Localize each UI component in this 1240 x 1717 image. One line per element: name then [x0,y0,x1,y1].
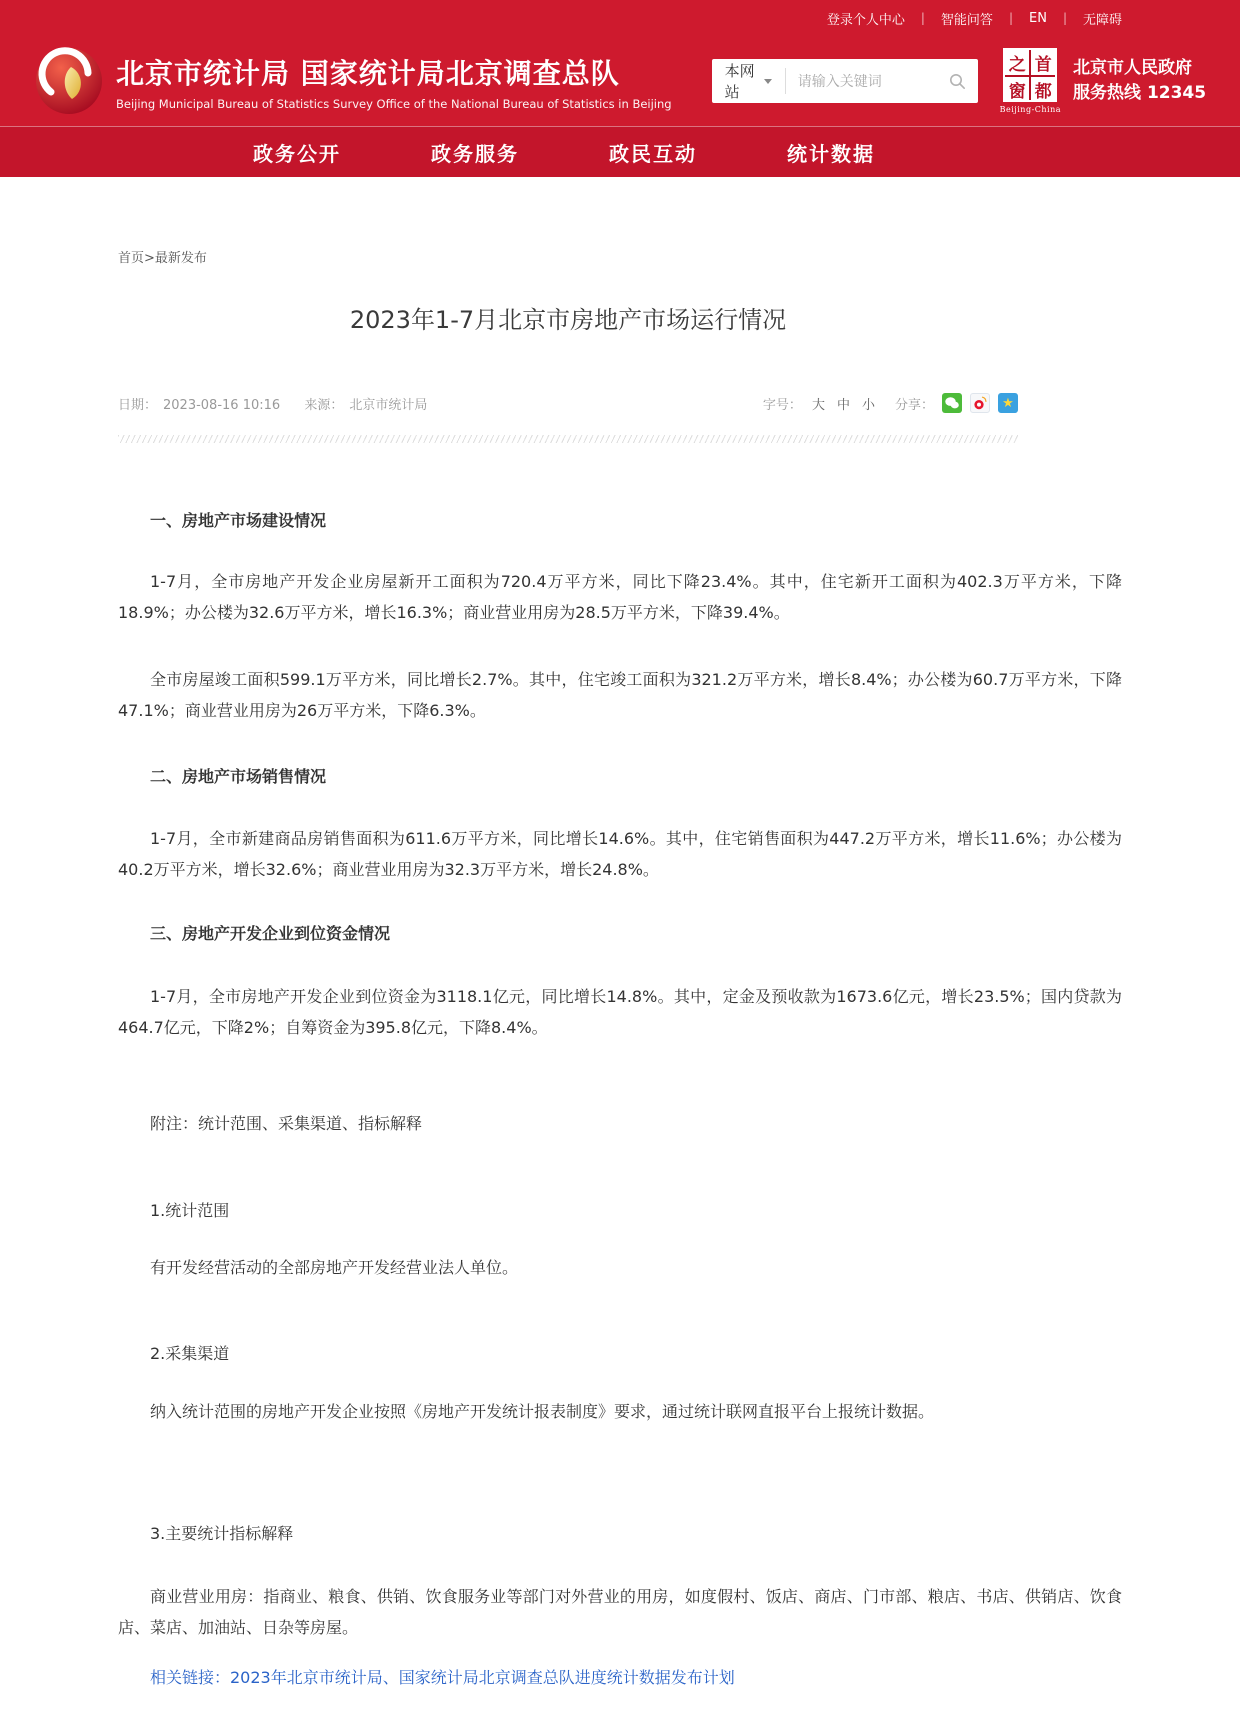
search-icon[interactable] [949,73,966,90]
topbar-link-accessibility[interactable]: 无障碍 [1082,12,1122,28]
article-meta-left [118,394,433,413]
seal-char: 首 [1031,50,1055,75]
main-nav [0,126,1240,177]
font-size-medium-button[interactable]: 中 [836,397,850,413]
content-area [0,177,1240,1693]
date-label: 日期： [118,397,158,413]
paragraph: 纳入统计范围的房地产开发企业按照《房地产开发统计报表制度》要求，通过统计联网直报平台上报统计数据。 [150,1402,935,1421]
section-heading-construction: 一、房地产市场建设情况 [150,511,327,530]
note-heading-scope: 1.统计范围 [150,1201,230,1220]
page-title: 2023年1-7月北京市房地产市场运行情况 [349,306,787,334]
paragraph: 1-7月，全市房地产开发企业房屋新开工面积为720.4万平方米，同比下降23.4%。其中，住宅新开工面积为402.3万平方米，下降18.9%；办公楼为32.6万平方米，增长16.3%；商业营业用房为28.5万平方米，下降39.4%。 [118,572,1122,622]
notes-intro: 附注：统计范围、采集渠道、指标解释 [150,1114,423,1133]
site-logo-icon[interactable] [34,46,104,116]
source-value: 北京市统计局 [349,397,428,413]
search-box [712,59,978,103]
search-scope-dropdown[interactable] [712,60,785,102]
search-input[interactable] [786,73,949,89]
site-header [0,36,1240,126]
breadcrumb [118,177,1122,266]
nav-item-gov-services[interactable]: 政务服务 [431,141,519,166]
hatched-divider [118,435,1018,443]
note-heading-indicators: 3.主要统计指标解释 [150,1524,294,1543]
wechat-share-icon[interactable] [942,393,962,413]
capital-window-seal-icon [1003,48,1057,102]
section-heading-funds: 三、房地产开发企业到位资金情况 [150,924,391,943]
nav-item-interaction[interactable]: 政民互动 [609,141,697,166]
note-heading-channel: 2.采集渠道 [150,1344,230,1363]
search-scope-label: 本网站 [724,62,755,101]
nav-item-gov-affairs[interactable]: 政务公开 [253,141,341,166]
section-heading-sales: 二、房地产市场销售情况 [150,767,327,786]
paragraph: 1-7月，全市新建商品房销售面积为611.6万平方米，同比增长14.6%。其中，住宅销售面积为447.2万平方米，增长11.6%；办公楼为40.2万平方米，增长32.6%；商业营业用房为32.3万平方米，增长24.8%。 [118,829,1122,879]
capital-window-logo[interactable] [1000,48,1061,114]
topbar-link-login[interactable]: 登录个人中心 [826,12,905,28]
chevron-down-icon [764,79,772,84]
font-size-large-button[interactable]: 大 [811,397,825,413]
topbar-separator: | [1062,11,1067,25]
breadcrumb-home[interactable]: 首页 [118,251,145,266]
breadcrumb-current[interactable]: 最新发布 [154,251,207,266]
site-brand[interactable] [116,52,672,111]
site-subtitle: Beijing Municipal Bureau of Statistics Survey Office of the National Bureau of Statistics in Beijing [116,96,672,111]
topbar [0,0,1240,36]
topbar-link-qa[interactable]: 智能问答 [940,12,993,28]
article-header [118,300,1018,443]
topbar-separator: | [1008,11,1013,25]
paragraph: 全市房屋竣工面积599.1万平方米，同比增长2.7%。其中，住宅竣工面积为321.2万平方米，增长8.4%；办公楼为60.7万平方米，下降47.1%；商业营业用房为26万平方米，下降6.3%。 [118,670,1122,720]
date-value: 2023-08-16 10:16 [163,397,281,413]
qzone-share-icon[interactable]: ★ [998,393,1018,413]
paragraph: 有开发经营活动的全部房地产开发经营业法人单位。 [150,1258,519,1277]
seal-char: 都 [1031,77,1055,102]
topbar-link-en[interactable]: EN [1028,10,1047,26]
weibo-share-icon[interactable] [970,393,990,413]
font-size-small-button[interactable]: 小 [861,397,875,413]
paragraph: 商业营业用房：指商业、粮食、供销、饮食服务业等部门对外营业的用房，如度假村、饭店、商店、门市部、粮店、书店、供销店、饮食店、菜店、加油站、日杂等房屋。 [118,1587,1122,1637]
site-title: 北京市统计局 国家统计局北京调查总队 [116,56,620,90]
article-meta-right [763,393,1018,413]
topbar-separator: | [920,11,925,25]
share-label: 分享： [894,397,934,413]
breadcrumb-separator: > [144,251,155,266]
related-link[interactable]: 相关链接：2023年北京市统计局、国家统计局北京调查总队进度统计数据发布计划 [150,1668,735,1687]
seal-char: 之 [1005,50,1029,75]
article-meta-row [118,393,1018,413]
font-size-label: 字号： [762,397,802,413]
seal-char: 窗 [1005,77,1029,102]
source-label: 来源： [304,397,344,413]
capital-window-caption: Beijing-China [999,105,1062,114]
nav-item-statistics-data[interactable]: 统计数据 [787,141,875,166]
article-body [118,505,1122,1693]
paragraph: 1-7月，全市房地产开发企业到位资金为3118.1亿元，同比增长14.8%。其中，定金及预收款为1673.6亿元，增长23.5%；国内贷款为464.7亿元，下降2%；自筹资金为395.8亿元，下降8.4%。 [118,987,1122,1037]
hotline-text: 北京市人民政府 服务热线 12345 [1073,58,1207,103]
